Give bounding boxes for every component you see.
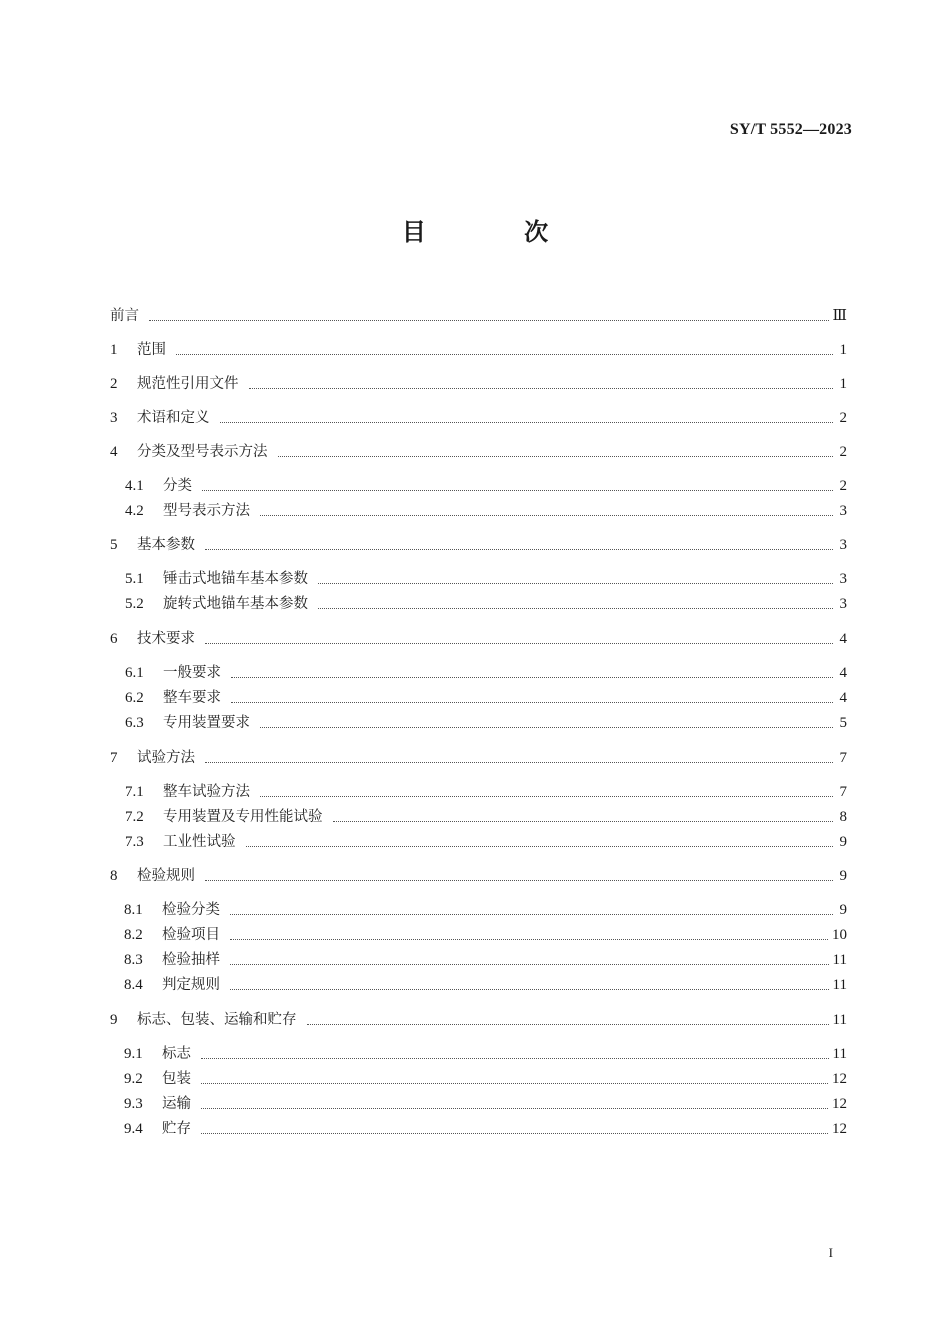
toc-entry-number: 7.2 bbox=[125, 809, 144, 825]
toc-entry-number: 9.2 bbox=[124, 1071, 143, 1087]
toc-subentry[interactable] bbox=[0, 686, 847, 708]
toc-entry-label: 锤击式地锚车基本参数 bbox=[163, 571, 308, 587]
dot-leader bbox=[278, 456, 834, 457]
dot-leader bbox=[230, 939, 828, 940]
toc-entry-label: 检验规则 bbox=[137, 868, 195, 884]
toc-entry-number: 8 bbox=[110, 868, 118, 884]
dot-leader bbox=[230, 914, 833, 915]
toc-entry-label: 检验分类 bbox=[162, 902, 220, 918]
toc-entry-number: 4 bbox=[110, 444, 118, 460]
toc-entry-label: 包装 bbox=[162, 1071, 191, 1087]
toc-entry-number: 7 bbox=[110, 750, 118, 766]
toc-entry-label: 型号表示方法 bbox=[163, 503, 250, 519]
dot-leader bbox=[149, 320, 829, 321]
toc-entry-label: 检验项目 bbox=[162, 927, 220, 943]
toc-entry-page: 5 bbox=[839, 715, 847, 731]
toc-subentry[interactable] bbox=[0, 661, 847, 683]
dot-leader bbox=[246, 846, 834, 847]
toc-entry[interactable] bbox=[0, 533, 847, 555]
toc-subentry[interactable] bbox=[0, 1092, 847, 1114]
toc-entry-page: 4 bbox=[839, 690, 847, 706]
toc-entry-page: 11 bbox=[832, 1012, 847, 1028]
toc-entry-page: 12 bbox=[832, 1096, 847, 1112]
toc-entry-page: 3 bbox=[839, 571, 847, 587]
toc-entry-label: 旋转式地锚车基本参数 bbox=[163, 596, 308, 612]
toc-subentry[interactable] bbox=[0, 1117, 847, 1139]
toc-subentry[interactable] bbox=[0, 499, 847, 521]
toc-entry[interactable] bbox=[0, 627, 847, 649]
toc-entry-page: 2 bbox=[839, 478, 847, 494]
toc-entry-label: 前言 bbox=[110, 308, 139, 324]
toc-subentry[interactable] bbox=[0, 923, 847, 945]
toc-entry-number: 2 bbox=[110, 376, 118, 392]
toc-entry-label: 检验抽样 bbox=[162, 952, 220, 968]
dot-leader bbox=[205, 762, 833, 763]
dot-leader bbox=[201, 1108, 828, 1109]
toc-entry-page: 10 bbox=[832, 927, 847, 943]
toc-entry[interactable] bbox=[0, 440, 847, 462]
dot-leader bbox=[333, 821, 834, 822]
dot-leader bbox=[202, 490, 833, 491]
toc-entry-label: 整车要求 bbox=[163, 690, 221, 706]
toc-entry[interactable] bbox=[0, 864, 847, 886]
toc-entry-page: 9 bbox=[839, 902, 847, 918]
toc-entry-page: 9 bbox=[839, 868, 847, 884]
toc-entry-number: 9 bbox=[110, 1012, 118, 1028]
toc-subentry[interactable] bbox=[0, 1067, 847, 1089]
toc-entry-label: 专用装置及专用性能试验 bbox=[163, 809, 323, 825]
toc-entry-label: 试验方法 bbox=[137, 750, 195, 766]
toc-entry-number: 5 bbox=[110, 537, 118, 553]
toc-entry-number: 7.3 bbox=[125, 834, 144, 850]
toc-entry-number: 8.1 bbox=[124, 902, 143, 918]
toc-entry-label: 一般要求 bbox=[163, 665, 221, 681]
toc-entry-label: 技术要求 bbox=[137, 631, 195, 647]
toc-entry-number: 9.3 bbox=[124, 1096, 143, 1112]
dot-leader bbox=[230, 989, 829, 990]
toc-entry-page: 7 bbox=[839, 784, 847, 800]
dot-leader bbox=[230, 964, 829, 965]
toc-entry-number: 1 bbox=[110, 342, 118, 358]
toc-entry-page: 9 bbox=[839, 834, 847, 850]
toc-entry[interactable] bbox=[0, 746, 847, 768]
toc-subentry[interactable] bbox=[0, 711, 847, 733]
toc-subentry[interactable] bbox=[0, 898, 847, 920]
toc-subentry[interactable] bbox=[0, 830, 847, 852]
toc-entry-number: 9.4 bbox=[124, 1121, 143, 1137]
dot-leader bbox=[307, 1024, 829, 1025]
toc-entry-number: 6.3 bbox=[125, 715, 144, 731]
toc-entry[interactable] bbox=[0, 372, 847, 394]
toc-subentry[interactable] bbox=[0, 805, 847, 827]
toc-entry-number: 8.2 bbox=[124, 927, 143, 943]
toc-entry-label: 分类及型号表示方法 bbox=[137, 444, 268, 460]
toc-entry-page: 11 bbox=[832, 952, 847, 968]
toc-entry-page: 11 bbox=[832, 977, 847, 993]
toc-entry-number: 6.1 bbox=[125, 665, 144, 681]
toc-entry-foreword[interactable] bbox=[0, 304, 847, 326]
toc-entry-page: 11 bbox=[832, 1046, 847, 1062]
toc-entry-label: 工业性试验 bbox=[163, 834, 236, 850]
toc-entry-label: 运输 bbox=[162, 1096, 191, 1112]
dot-leader bbox=[220, 422, 834, 423]
dot-leader bbox=[231, 702, 833, 703]
toc-entry-number: 3 bbox=[110, 410, 118, 426]
toc-entry-page: 7 bbox=[839, 750, 847, 766]
toc-entry-page: 2 bbox=[839, 444, 847, 460]
toc-subentry[interactable] bbox=[0, 592, 847, 614]
toc-entry-page: 1 bbox=[839, 376, 847, 392]
dot-leader bbox=[260, 796, 833, 797]
toc-entry-label: 术语和定义 bbox=[137, 410, 210, 426]
toc-entry-page: 2 bbox=[839, 410, 847, 426]
toc-entry-label: 分类 bbox=[163, 478, 192, 494]
toc-entry[interactable] bbox=[0, 1008, 847, 1030]
dot-leader bbox=[318, 608, 833, 609]
toc-entry-number: 8.4 bbox=[124, 977, 143, 993]
dot-leader bbox=[201, 1058, 829, 1059]
toc-entry-number: 7.1 bbox=[125, 784, 144, 800]
toc-entry-page: 3 bbox=[839, 596, 847, 612]
toc-subentry[interactable] bbox=[0, 567, 847, 589]
document-code: SY/T 5552—2023 bbox=[729, 121, 852, 138]
toc-subentry[interactable] bbox=[0, 780, 847, 802]
dot-leader bbox=[201, 1083, 828, 1084]
toc-entry-page: 4 bbox=[839, 665, 847, 681]
toc-entry-label: 标志、包装、运输和贮存 bbox=[137, 1012, 297, 1028]
toc-entry-label: 专用装置要求 bbox=[163, 715, 250, 731]
dot-leader bbox=[205, 880, 833, 881]
toc-entry[interactable] bbox=[0, 406, 847, 428]
dot-leader bbox=[201, 1133, 828, 1134]
toc-entry-number: 5.1 bbox=[125, 571, 144, 587]
toc-subentry[interactable] bbox=[0, 948, 847, 970]
toc-entry-page: 4 bbox=[839, 631, 847, 647]
toc-subentry[interactable] bbox=[0, 973, 847, 995]
toc-entry-number: 4.1 bbox=[125, 478, 144, 494]
toc-subentry[interactable] bbox=[0, 1042, 847, 1064]
page-title: 目 次 bbox=[401, 218, 594, 246]
toc-entry-page: 12 bbox=[832, 1071, 847, 1087]
toc-entry-label: 范围 bbox=[137, 342, 166, 358]
toc-entry-page: 3 bbox=[839, 537, 847, 553]
toc-entry-number: 9.1 bbox=[124, 1046, 143, 1062]
dot-leader bbox=[260, 727, 833, 728]
toc-entry-label: 规范性引用文件 bbox=[137, 376, 239, 392]
toc-entry-label: 整车试验方法 bbox=[163, 784, 250, 800]
toc-entry-label: 贮存 bbox=[162, 1121, 191, 1137]
toc-entry-page: Ⅲ bbox=[832, 308, 847, 324]
dot-leader bbox=[249, 388, 834, 389]
dot-leader bbox=[176, 354, 833, 355]
dot-leader bbox=[205, 549, 833, 550]
toc-entry-page: 1 bbox=[839, 342, 847, 358]
toc-entry-page: 12 bbox=[832, 1121, 847, 1137]
toc-entry-number: 6 bbox=[110, 631, 118, 647]
toc-entry-number: 5.2 bbox=[125, 596, 144, 612]
toc-subentry[interactable] bbox=[0, 474, 847, 496]
toc-entry-number: 6.2 bbox=[125, 690, 144, 706]
toc-entry-number: 4.2 bbox=[125, 503, 144, 519]
toc-entry-label: 基本参数 bbox=[137, 537, 195, 553]
toc-entry[interactable] bbox=[0, 338, 847, 360]
dot-leader bbox=[231, 677, 833, 678]
dot-leader bbox=[260, 515, 833, 516]
dot-leader bbox=[318, 583, 833, 584]
toc-entry-number: 8.3 bbox=[124, 952, 143, 968]
page-number: I bbox=[828, 1245, 833, 1260]
toc-entry-page: 3 bbox=[839, 503, 847, 519]
toc-entry-page: 8 bbox=[839, 809, 847, 825]
toc-entry-label: 判定规则 bbox=[162, 977, 220, 993]
toc-entry-label: 标志 bbox=[162, 1046, 191, 1062]
dot-leader bbox=[205, 643, 833, 644]
